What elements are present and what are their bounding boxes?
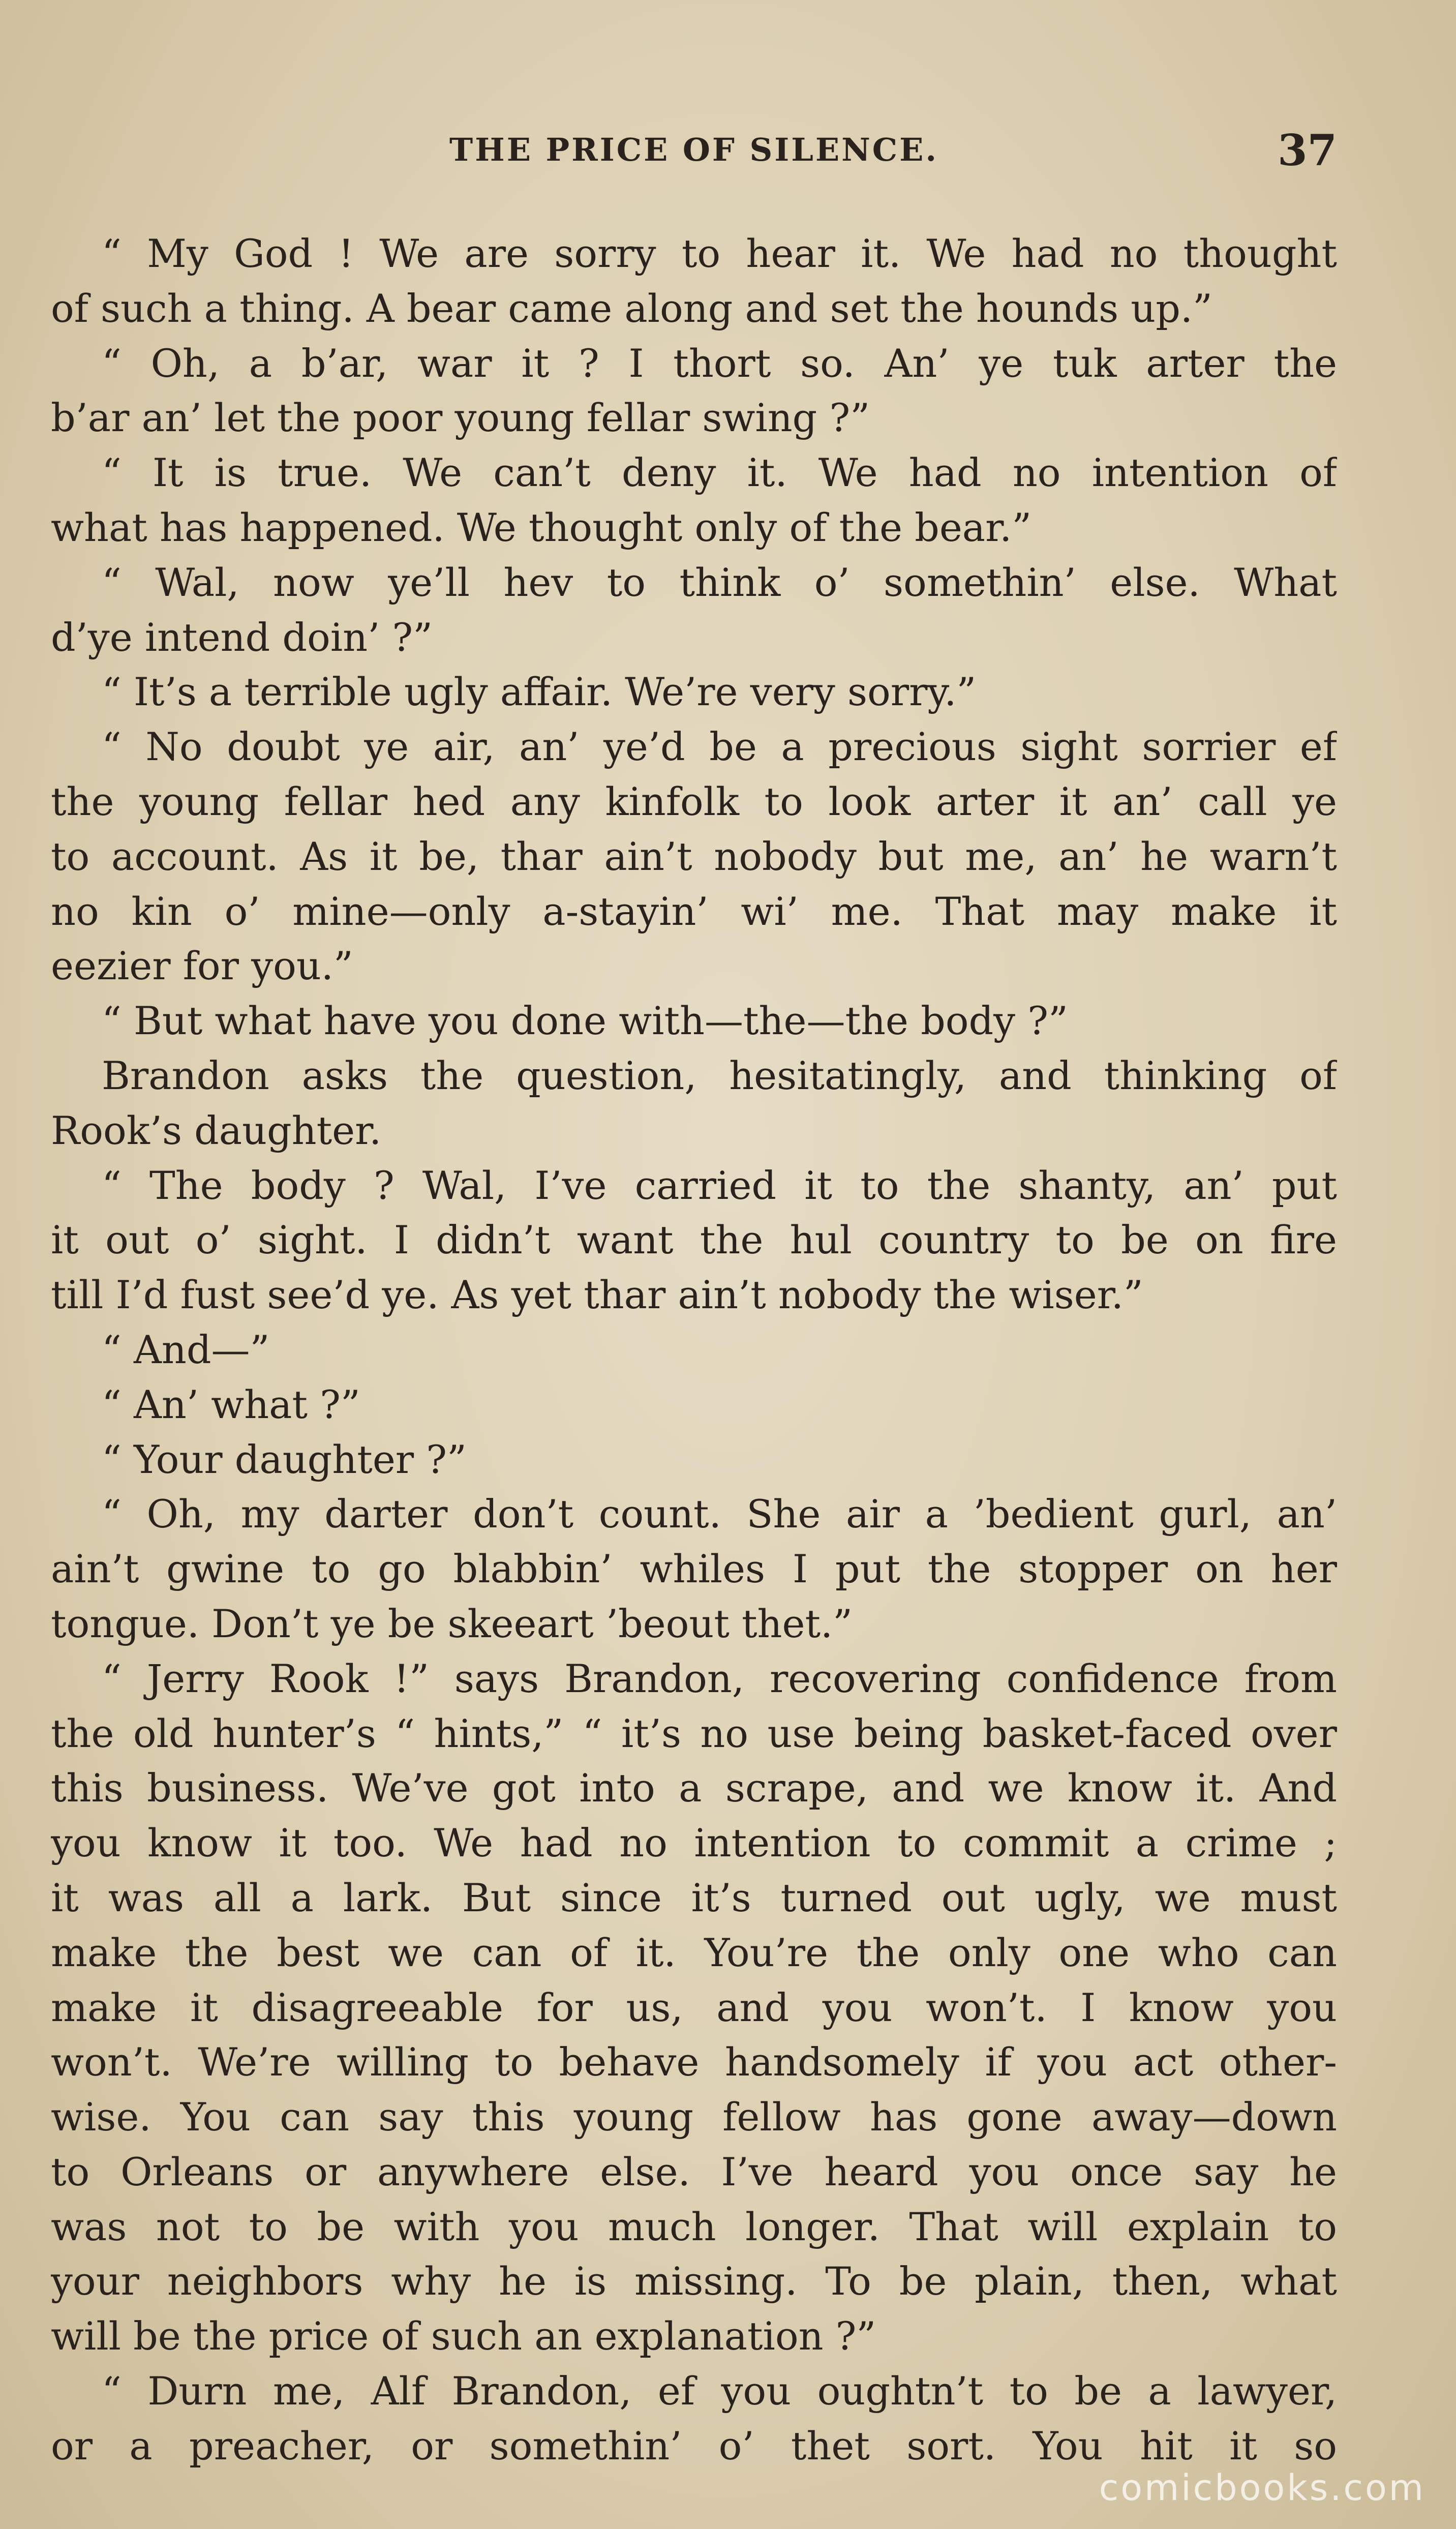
text-line: make it disagreeable for us, and you won’t. I know you [51, 1984, 1337, 2030]
page-body-text [51, 226, 1337, 2474]
text-line: to Orleans or anywhere else. I’ve heard you once say he [51, 2149, 1337, 2194]
text-line: this business. We’ve got into a scrape, and we know it. And [51, 1765, 1337, 1811]
text-line: ain’t gwine to go blabbin’ whiles I put the stopper on her [51, 1546, 1337, 1592]
text-line: it out o’ sight. I didn’t want the hul country to be on fire [51, 1217, 1337, 1263]
text-line: “ Durn me, Alf Brandon, ef you oughtn’t to be a lawyer, [102, 2368, 1337, 2414]
text-line: it was all a lark. But since it’s turned out ugly, we must [51, 1875, 1337, 1920]
watermark-text: comicbooks.com [1099, 2467, 1425, 2509]
text-line: “ But what have you done with—the—the body ?” [102, 998, 1068, 1044]
text-line: “ Your daughter ?” [102, 1436, 467, 1482]
text-line: the old hunter’s “ hints,” “ it’s no use being basket-faced over [51, 1710, 1337, 1756]
text-line: “ Oh, a b’ar, war it ? I thort so. An’ ye tuk arter the [102, 340, 1337, 386]
text-line: “ And—” [102, 1327, 270, 1372]
text-line: wise. You can say this young fellow has gone away—down [51, 2094, 1337, 2140]
text-line: no kin o’ mine—only a-stayin’ wi’ me. That may make it [51, 888, 1337, 934]
text-line: to account. As it be, thar ain’t nobody but me, an’ he warn’t [51, 833, 1337, 879]
text-line: make the best we can of it. You’re the only one who can [51, 1930, 1337, 1975]
text-line: Brandon asks the question, hesitatingly, and thinking of [102, 1052, 1337, 1098]
text-line: your neighbors why he is missing. To be plain, then, what [51, 2259, 1337, 2304]
text-line: “ It’s a terrible ugly affair. We’re very sorry.” [102, 669, 977, 715]
text-line: tongue. Don’t ye be skeeart ’beout thet.” [51, 1601, 853, 1646]
text-line: eezier for you.” [51, 943, 353, 989]
text-line: “ The body ? Wal, I’ve carried it to the shanty, an’ put [102, 1162, 1337, 1208]
page-number: 37 [1278, 125, 1337, 175]
text-line: won’t. We’re willing to behave handsomely if you act other- [51, 2039, 1337, 2085]
text-line: “ An’ what ?” [102, 1381, 360, 1427]
text-line: b’ar an’ let the poor young fellar swing ?” [51, 395, 870, 441]
text-line: was not to be with you much longer. That will explain to [51, 2204, 1337, 2249]
text-line: what has happened. We thought only of the bear.” [51, 504, 1032, 550]
text-line: “ Wal, now ye’ll hev to think o’ somethin’ else. What [102, 559, 1337, 605]
text-line: “ My God ! We are sorry to hear it. We had no thought [102, 231, 1337, 276]
text-line: “ It is true. We can’t deny it. We had no intention of [102, 450, 1337, 496]
text-line: Rook’s daughter. [51, 1107, 382, 1153]
text-line: of such a thing. A bear came along and set the hounds up.” [51, 285, 1212, 331]
text-line: the young fellar hed any kinfolk to look arter it an’ call ye [51, 778, 1337, 824]
text-line: you know it too. We had no intention to commit a crime ; [51, 1820, 1337, 1866]
text-line: will be the price of such an explanation ?” [51, 2313, 876, 2359]
running-head: THE PRICE OF SILENCE. [449, 131, 938, 168]
text-line: d’ye intend doin’ ?” [51, 614, 433, 660]
text-line: till I’d fust see’d ye. As yet thar ain’t nobody the wiser.” [51, 1272, 1143, 1318]
text-line: “ Jerry Rook !” says Brandon, recovering confidence from [102, 1655, 1337, 1701]
text-line: or a preacher, or somethin’ o’ thet sort. You hit it so [51, 2423, 1337, 2468]
text-line: “ Oh, my darter don’t count. She air a ’bedient gurl, an’ [102, 1491, 1337, 1537]
text-line: “ No doubt ye air, an’ ye’d be a precious sight sorrier ef [102, 724, 1337, 770]
page-header [51, 127, 1337, 178]
